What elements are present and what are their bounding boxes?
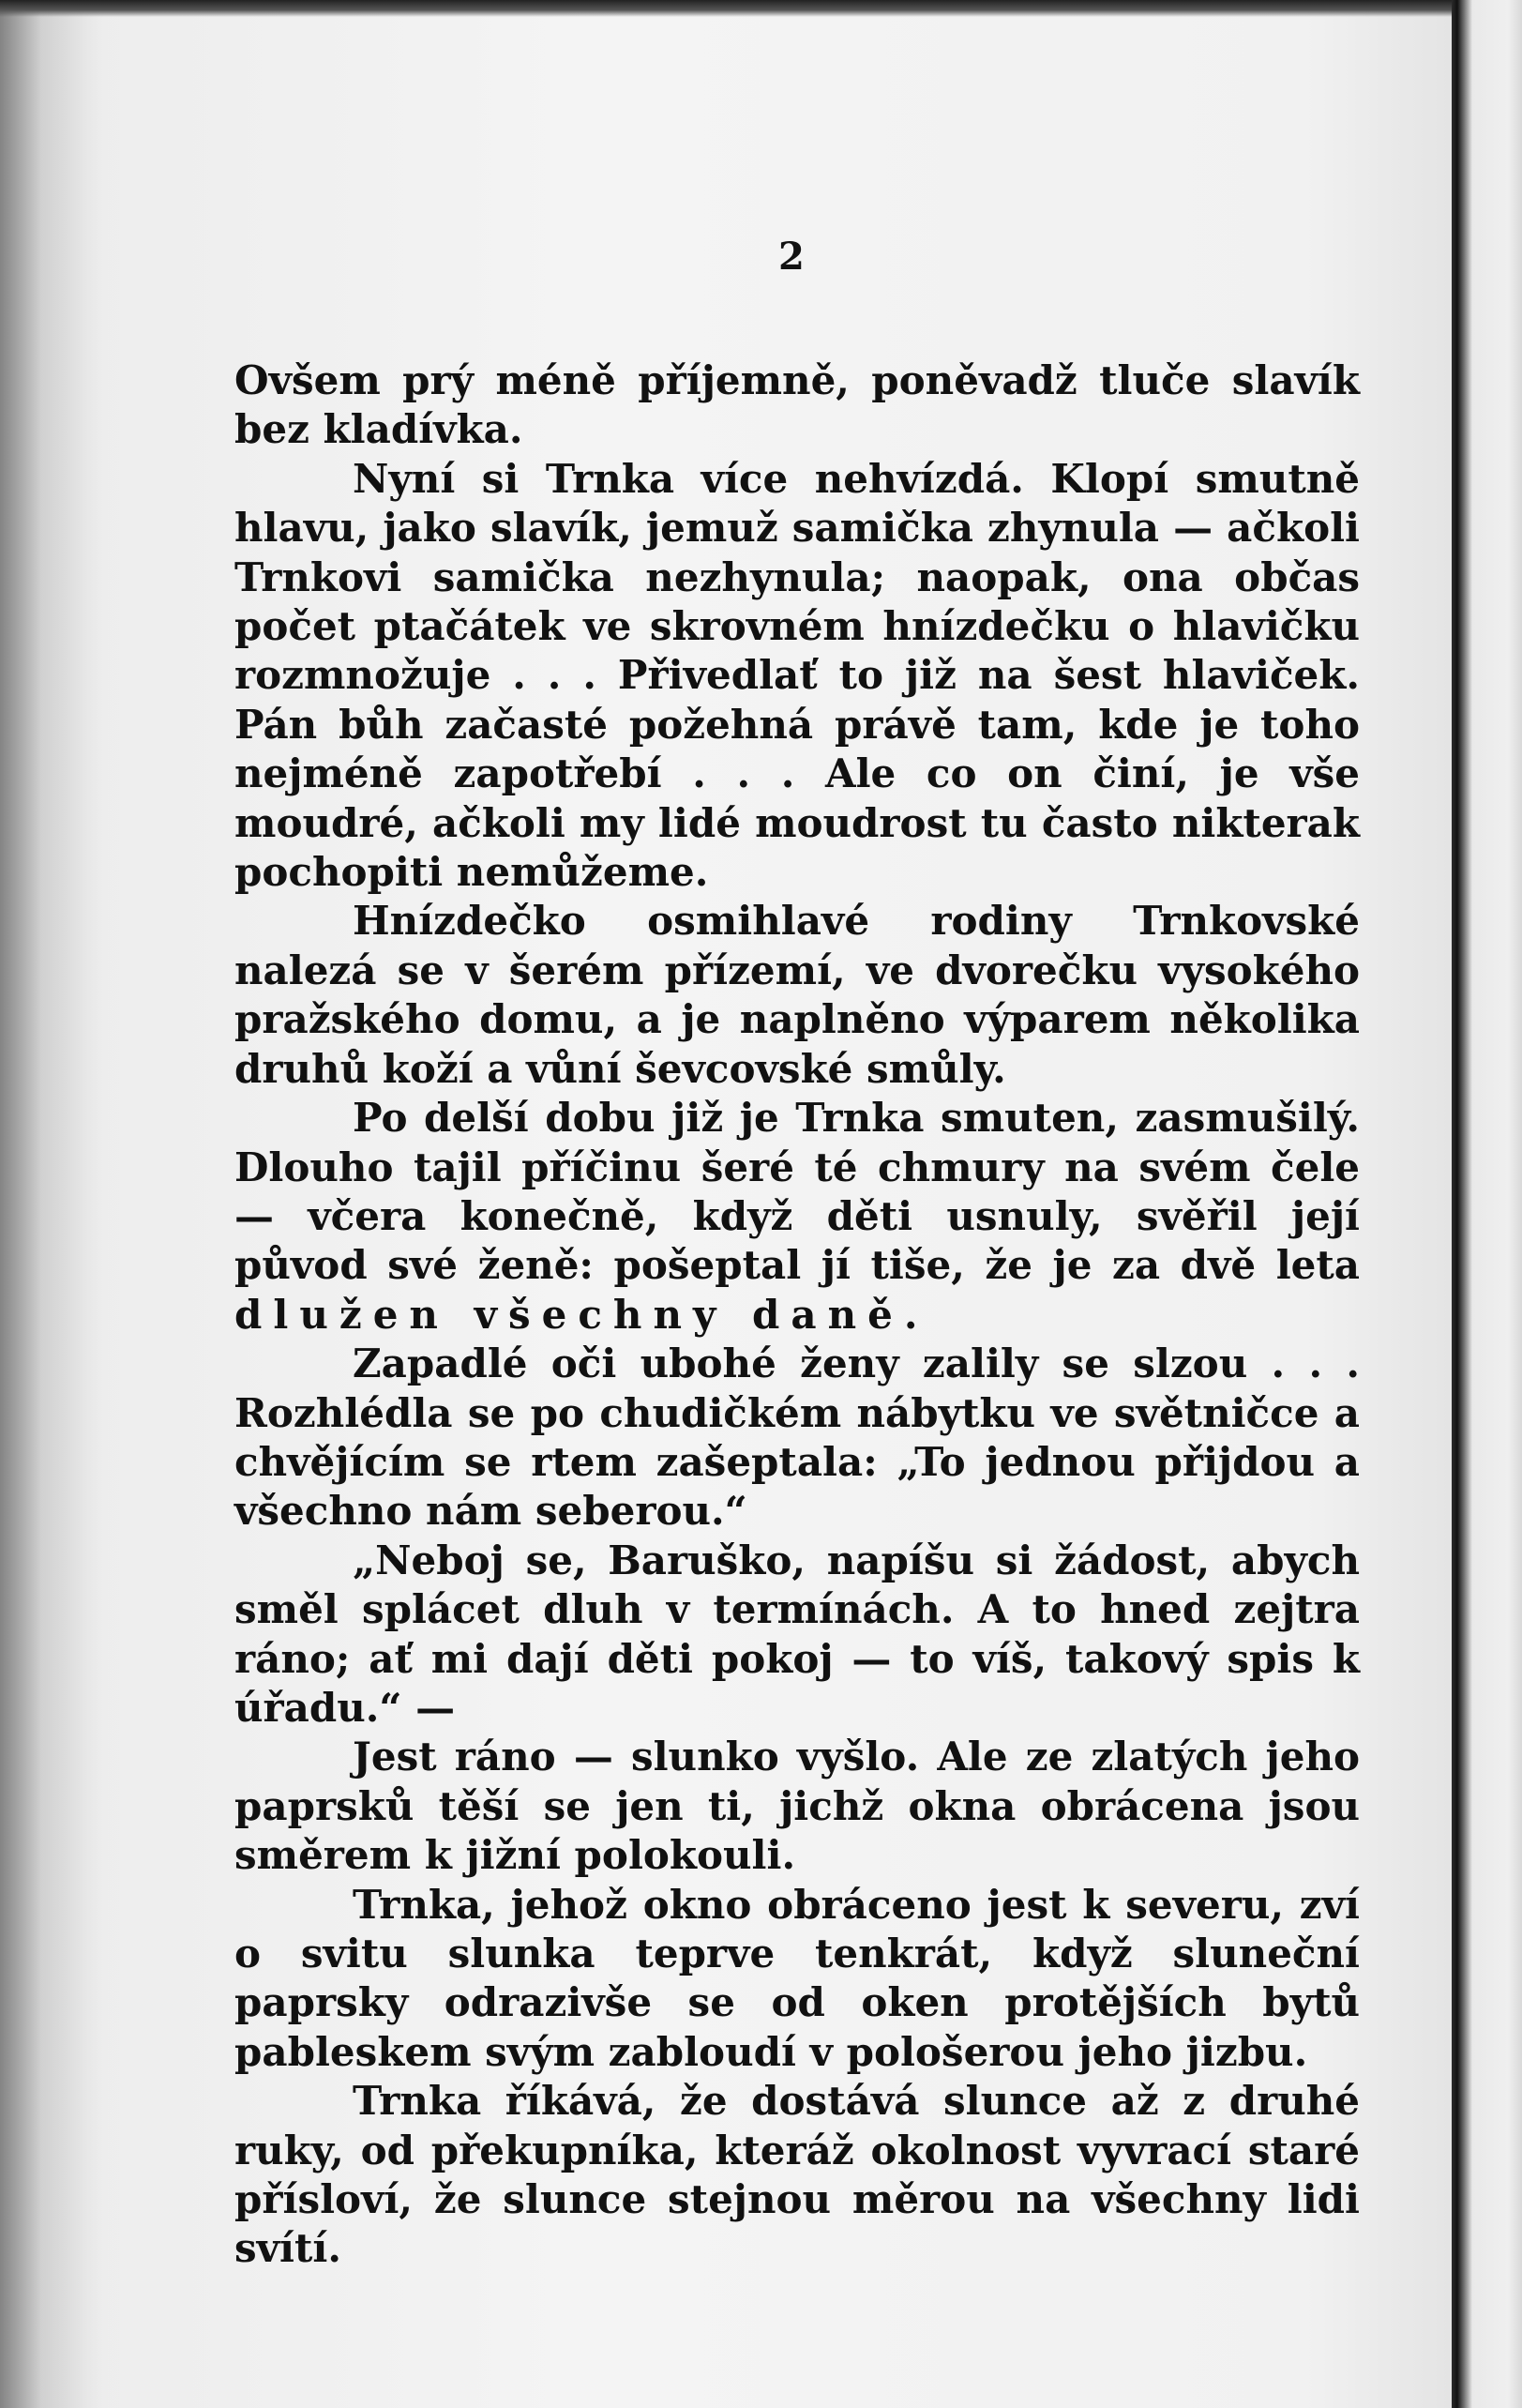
paragraph-1: Ovšem prý méně příjemně, poněvadž tluče slavík bez kladívka. [234,357,1360,453]
paragraph-2: Nyní si Trnka více nehvízdá. Klopí smutně hlavu, jako slavík, jemuž samička zhynula — ačkoli Trnkovi samička nezhynula; naopak, ona občas počet ptačátek ve skrovném hnízdečku o hlavičku rozmnožuje . . . Přivedlať to již na šest hlaviček. Pán bůh začasté požehná právě tam, kde je toho nejméně zapotřebí . . . Ale co on činí, je vše moudré, ačkoli my lidé moudrost tu často nikterak pochopiti nemůžeme. [234,455,1360,896]
scan-left-shadow [0,0,103,2408]
paragraph-9: Trnka říkává, že dostává slunce až z druhé ruky, od překupníka, kteráž okolnost vyvrací staré přísloví, že slunce stejnou měrou na všechny lidi svítí. [234,2078,1360,2272]
page-number: 2 [778,235,805,279]
emphasized-spaced-text: dlužen všechny daně [234,1291,904,1338]
paragraph-4 [234,1094,1360,1340]
paragraph-3: Hnízdečko osmihlavé rodiny Trnkovské nalezá se v šerém přízemí, ve dvorečku vysokého pražského domu, a je naplněno výparem několika druhů koží a vůní ševcovské smůly. [234,898,1360,1092]
paragraph-7: Jest ráno — slunko vyšlo. Ale ze zlatých jeho paprsků těší se jen ti, jichž okna obrácena jsou směrem k jižní polokouli. [234,1734,1360,1879]
body-text [234,356,1360,2274]
paragraph-8: Trnka, jehož okno obráceno jest k severu, zví o svitu slunka teprve tenkrát, když sluneční paprsky odrazivše se od oken protějších bytů pableskem svým zabloudí v pološerou jeho jizbu. [234,1881,1360,2075]
scan-top-edge [0,0,1452,17]
paragraph-5: Zapadlé oči ubohé ženy zalily se slzou . . . Rozhlédla se po chudičkém nábytku ve světničce a chvějícím se rtem zašeptala: „To jednou přijdou a všechno nám seberou.“ [234,1340,1360,1535]
paragraph-6: „Neboj se, Baruško, napíšu si žádost, abych směl splácet dluh v termínách. A to hned zejtra ráno; ať mi dají děti pokoj — to víš, takový spis k úřadu.“ — [234,1537,1360,1731]
adjacent-page-edge [1452,0,1522,2408]
paragraph-4-text: Po delší dobu již je Trnka smuten, zasmušilý. Dlouho tajil příčinu šeré té chmury na svém čele — včera konečně, když děti usnuly, svěřil její původ své ženě: pošeptal jí tiše, že je za dvě leta [234,1095,1360,1289]
paragraph-4-end: . [903,1291,918,1338]
